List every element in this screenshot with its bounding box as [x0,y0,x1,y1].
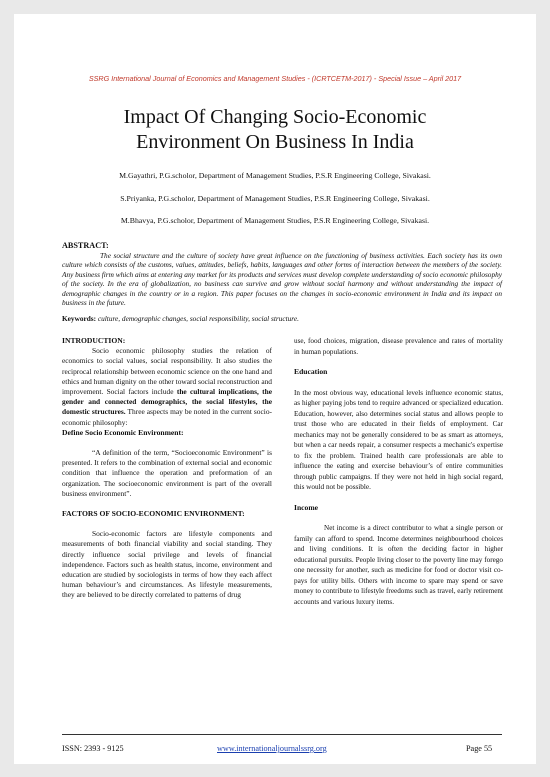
intro-bold-text: the cultural implications, the gender and connected demographics, the social lifestyles, the domestic structures. [62,387,272,417]
title-line-2: Environment On Business In India [136,131,414,153]
factors-heading: FACTORS OF SOCIO-ECONOMIC ENVIRONMENT: [62,509,245,519]
right-column [294,336,503,607]
footer-page-number: Page 55 [466,744,493,753]
continuation-paragraph: use, food choices, migration, disease prevalence and rates of mortality in human populations. [294,337,503,356]
education-paragraph: In the most obvious way, educational levels influence economic status, as higher paying jobs tend to require advanced or specialized education. Education, however, also determines social status and allows people to trust those who are educated in their fields of employment. Car mechanics may not be generally considered to be as smart as attorneys, but when a car needs repair, a consumer respects a mechanic's expertise to fix the problem. Trained health care professionals are able to influence the eating and exercise behaviour’s of entire communities through public campaigns. If they were not held in high social regard, this would not be possible. [294,388,503,491]
abstract-text: The social structure and the culture of society have great influence on the functioning of business activities. Each society has its own culture which consists of the customs, values, attitudes, beliefs, habits, languages and other forms of interaction between the members of the society. Any business firm which aims at entering any market for its products and services must develop complete understanding of socio economic philosophy of the society. In the era of globalization, no business can survive and grow without social harmony and without understanding the impact of demographic changes in the country or in a region. This paper focuses on the changes in socio-economic environment in India and its impact on business in the future. [62,251,502,308]
education-heading: Education [294,367,328,376]
define-paragraph: “A definition of the term, “Socioeconomic Environment” is presented. It refers to the combination of external social and economic condition that influence the operation and preformation of an organization. The socioeconomic environment is part of the overall business environment”. [62,448,272,498]
footer-url-link[interactable]: www.internationaljournalssrg.org [217,744,327,753]
income-heading: Income [294,502,319,512]
paper-page [14,14,536,764]
paper-title [14,105,536,155]
income-paragraph: Net income is a direct contributor to what a single person or family can afford to spend. Income determines neighbourhood choices and living conditions. It is often the deciding factor in higher educational pursuits. People living closer to the poverty line may forego one necessity for another, such as medicine for food or doctor visit co-pays for utility bills. Others with income to spare may spend or save money to contribute to lifestyle freedoms such as travel, early retirement accounts and various luxury items. [294,524,503,606]
introduction-paragraph [62,346,272,428]
define-heading: Define Socio Economic Environment: [62,427,184,437]
title-line-1: Impact Of Changing Socio-Economic [123,106,427,128]
footer-divider [62,734,502,735]
abstract-heading: ABSTRACT: [62,241,109,250]
left-column [62,336,272,601]
keywords-value: culture, demographic changes, social responsibility, social structure. [97,314,299,323]
intro-text-1: Socio economic philosophy studies the relation of economics to social values, social responsibility. It also studies the reciprocal relationship between economic science on the one hand and ethics and human dignity on the other toward social reconstruction and improvement. Social factors include [62,346,272,397]
author-2: S.Priyanka, P.G.scholor, Department of Management Studies, P.S.R Engineering College, Sivakasi. [120,194,430,203]
factors-paragraph: Socio-economic factors are lifestyle components and measurements of both financial viability and social standing. They directly influence social privilege and levels of financial independence. Factors such as health status, income, environment and education are studied by sociologists in terms of how they each affect human behaviour’s and circumstances. As lifestyle measurements, they are believed to be directly correlated to patterns of drug [62,529,272,600]
footer-issn: ISSN: 2393 - 9125 [62,744,124,753]
intro-text-2: Three aspects may be noted in the current socio-economic philosophy: [62,407,272,427]
journal-header: SSRG International Journal of Economics and Management Studies - (ICRTCETM-2017) - Special Issue – April 2017 [88,74,462,83]
introduction-heading: INTRODUCTION: [62,336,126,345]
keywords-label: Keywords: [62,314,97,323]
author-1: M.Gayathri, P.G.scholor, Department of Management Studies, P.S.R Engineering College, Sivakasi. [119,171,431,180]
keywords [62,314,502,323]
author-3: M.Bhavya, P.G.scholor, Department of Management Studies, P.S.R Engineering College, Sivakasi. [120,216,430,225]
